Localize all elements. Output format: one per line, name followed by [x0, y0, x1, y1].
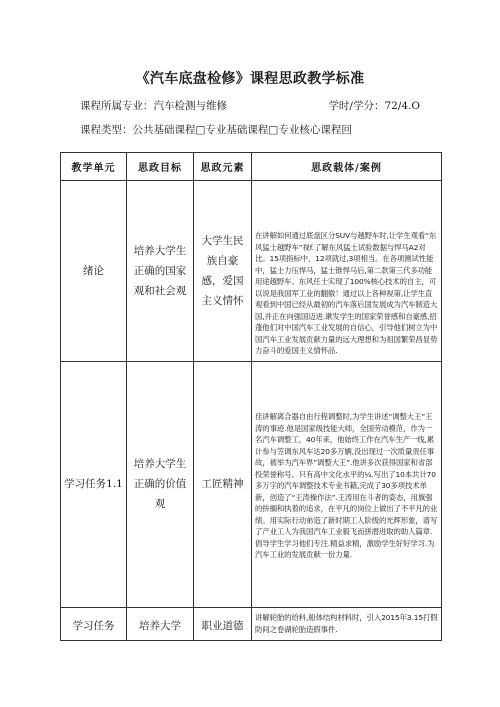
hours-credits-field: 学时/学分：72/4.O: [328, 100, 420, 112]
document-title: 《汽车底盘检修》课程思政教学标准: [135, 71, 365, 87]
meta-row-1: [80, 98, 420, 113]
table-row: [61, 181, 442, 362]
major-field: 课程所属专业：汽车检测与维修: [80, 100, 227, 112]
goal-cell: 培养大学生正确的价值观: [127, 361, 194, 607]
table-row: [61, 607, 442, 640]
unit-cell: 学习任务1.1: [61, 361, 127, 607]
ideology-teaching-table: [60, 152, 442, 641]
meta-row-2: [80, 122, 352, 137]
course-type-field: 课程类型：公共基础课程□专业基础课程□专业核心课程回: [80, 124, 352, 136]
header-goal: 思政目标: [127, 153, 194, 181]
unit-cell: 绪论: [61, 181, 127, 362]
case-cell: 在讲解如何通过底盘区分SUV与越野车时,让学生观看“东风猛士越野车”视f.了解东风猛士试验数据与悍马A2对比。15项指标中，12项就过,3项相当。在各项测试性能中，猛士力压悍马，猛士锥悍马后,第二款第三代多功能用途越野车。东风任士实现了100%核心技术的自主，可以说是我国军工业的翻傲！通过以上各种视第,让学生直观看到中国已经从最初的汽车落后国发展成为汽车制造大国,并正在向强国迈进.漱发学生的国家荣誉感和自豪感,招蓬他们对中国汽车工业发展的自信心，引导他们树立为中国汽车工业发展贡献力量的远大理想和为祖国繁荣昌显势力奋斗的爱国主义情怀品.: [252, 181, 442, 362]
unit-cell: 学习任务: [61, 607, 127, 640]
case-cell: 讲解轮胎的给料,船体结构材料时，引入2015年3.15打假防间之卷湖轮胎造假事件.: [252, 607, 442, 640]
header-element: 思政元素: [194, 153, 252, 181]
header-unit: 教学单元: [61, 153, 127, 181]
header-case: 思政载体/案例: [252, 153, 442, 181]
goal-cell: 培养大学: [127, 607, 194, 640]
table-header-row: [61, 153, 442, 181]
element-cell: 职业道德: [194, 607, 252, 640]
element-cell: 大学生民族自豪感，爱国主义情怀: [194, 181, 252, 362]
case-cell: 佳讲解离合器自由行程调整时,为学生讲述“调整大王”王涛的事迹.他是国家级技能大师，全国劳动模范，作为一名汽车调整工，40年来，他始终工作在汽车生产一线,累计参与笠调东风车达20多万辆,没出现过一次质量责任事故，被举为汽车界”调整大王”.他讲多次获得国家和省部投荣誉称号。只有高中文化水平的¼.写出了10本共计70多万字的汽车调整技术专业书籍,完成了30多项技术单新，创造了“王涛操作法”.王涛用在斗者的姿态，用旗强的拚搁和执着的追求，在平凡的岗位上做出了不平凡的业绩。用实际行动弟造了新时期工人阶级的光辉形象，谱写了产业工人为我国汽车工业毅飞而拼潜进取的助人篇章.倡导学生学习他们专注.精益求精，激励学生好好学习.为汽车工业的发展贡献一份力量.: [252, 361, 442, 607]
element-cell: 工匠精神: [194, 361, 252, 607]
goal-cell: 培养大学生正确的国家观和社会观: [127, 181, 194, 362]
table-row: [61, 361, 442, 607]
